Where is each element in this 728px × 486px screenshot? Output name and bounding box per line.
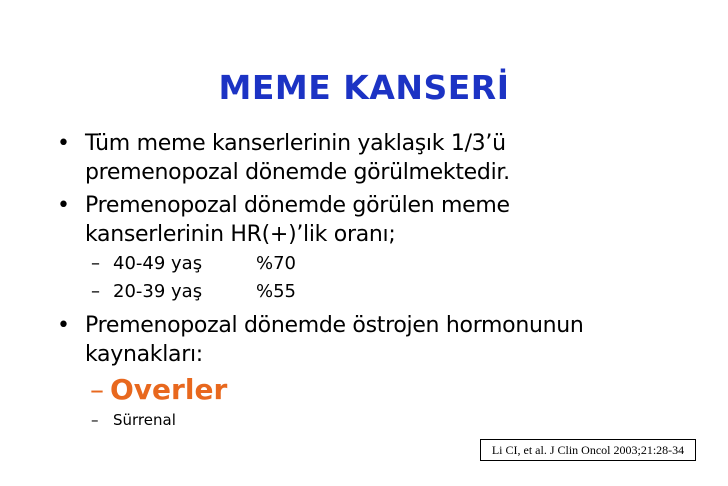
bullet-text: Premenopozal dönemde östrojen hormonunun kaynakları: — [85, 313, 584, 367]
bullet-marker: • — [57, 313, 70, 338]
bullet-marker: • — [57, 193, 70, 218]
bullet-text: Premenopozal dönemde görülen meme kanserlerinin HR(+)’lik oranı; — [85, 193, 510, 247]
age-range-percentage: %55 — [256, 281, 297, 302]
age-range-percentage: %70 — [256, 253, 297, 274]
bullet-marker: • — [57, 131, 70, 156]
citation-box: Li CI, et al. J Clin Oncol 2003;21:28-34 — [480, 439, 696, 461]
sub-bullet-dash: – — [91, 253, 100, 274]
bullet-text: Tüm meme kanserlerinin yaklaşık 1/3’ü premenopozal dönemde görülmektedir. — [85, 131, 510, 185]
sub-bullet-dash: – — [90, 373, 104, 406]
slide-title: MEME KANSERİ — [218, 68, 510, 107]
age-range-label: 20-39 yaş — [113, 281, 203, 302]
sub-bullet-dash: – — [91, 281, 100, 302]
age-range-label: 40-49 yaş — [113, 253, 203, 274]
source-label: Sürrenal — [113, 411, 176, 429]
sub-bullet-dash: – — [91, 411, 99, 429]
source-label: Overler — [110, 373, 228, 406]
